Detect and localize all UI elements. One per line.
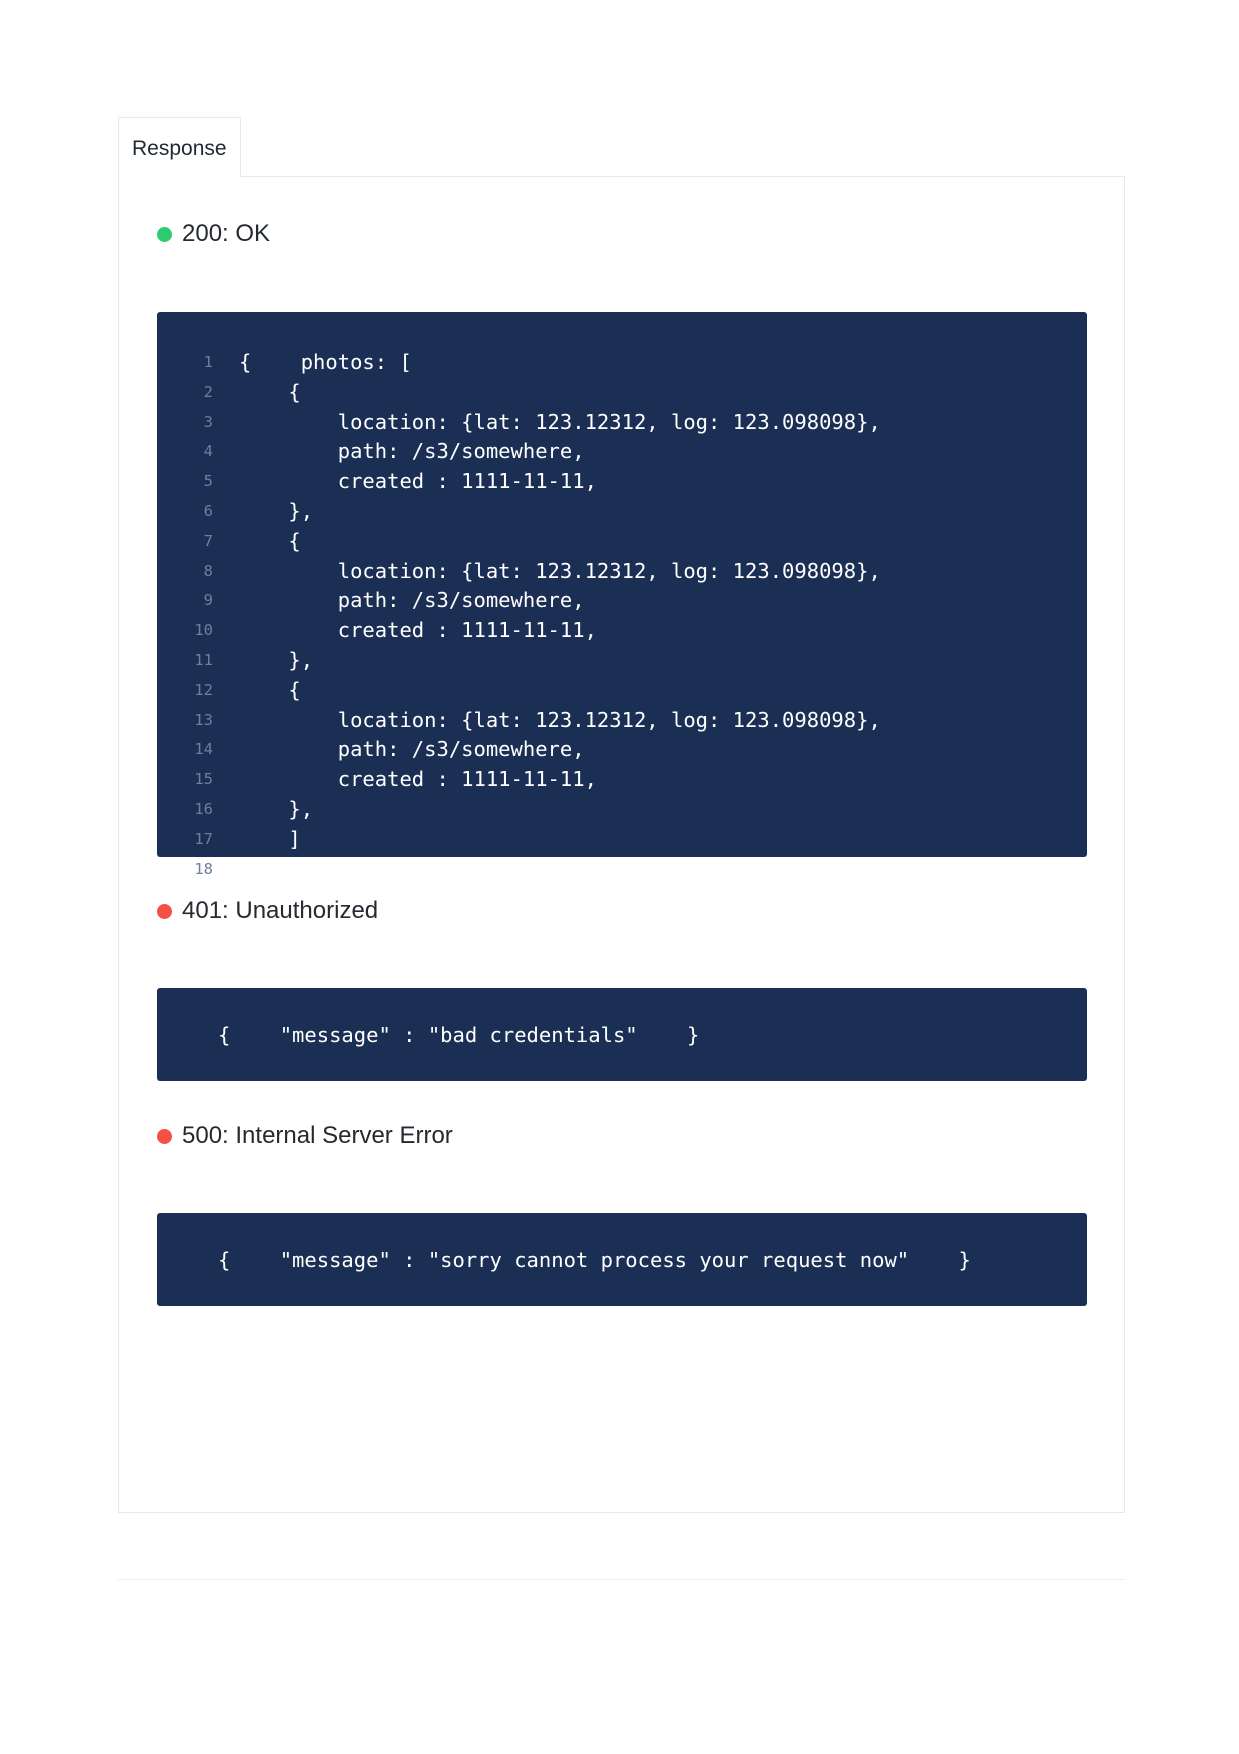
code-401-body: { "message" : "bad credentials" } [218,1022,700,1047]
line-number: 17 [194,829,213,848]
tab-response-label: Response [132,137,227,160]
code-line [157,646,1087,676]
code-text: path: /s3/somewhere, [239,439,585,464]
code-line [157,348,1087,378]
line-number: 5 [203,472,213,491]
line-number: 16 [194,799,213,818]
code-text: created : 1111-11-11, [239,469,597,494]
line-number: 6 [203,501,213,520]
code-line [157,557,1087,587]
line-number: 10 [194,621,213,640]
line-number: 7 [203,531,213,550]
line-number: 3 [203,412,213,431]
code-text: location: {lat: 123.12312, log: 123.098098}, [239,409,881,434]
status-200-dot-icon [157,227,172,242]
code-text: }, [239,647,314,672]
code-line [157,825,1087,855]
line-number: 13 [194,710,213,729]
code-line [157,855,1087,885]
code-line [157,467,1087,497]
code-line [157,586,1087,616]
code-text: ] [239,826,301,851]
line-number: 11 [194,650,213,669]
code-text: { photos: [ [239,350,412,374]
code-text: location: {lat: 123.12312, log: 123.098098}, [239,558,881,583]
response-panel [118,176,1125,1513]
status-401 [157,896,378,926]
status-401-label: 401: Unauthorized [182,897,379,924]
code-text: created : 1111-11-11, [239,767,597,792]
code-text: path: /s3/somewhere, [239,588,585,613]
code-block-200 [157,312,1087,881]
code-line [157,735,1087,765]
code-text: path: /s3/somewhere, [239,737,585,762]
code-line [157,706,1087,736]
status-500 [157,1121,453,1151]
code-line [157,795,1087,825]
section-divider [118,1579,1125,1580]
code-text: { [239,379,301,404]
line-number: 8 [203,561,213,580]
code-text: { [239,677,301,702]
line-number: 12 [194,680,213,699]
code-text: { [239,528,301,553]
status-200 [157,219,270,249]
code-text: }, [239,796,314,821]
line-number: 9 [203,591,213,610]
code-line [157,408,1087,438]
code-line [157,676,1087,706]
line-number: 18 [194,859,213,878]
code-block-401 [157,988,1087,1081]
code-line [157,765,1087,795]
line-number: 15 [194,770,213,789]
code-lines [157,348,1087,884]
code-text: location: {lat: 123.12312, log: 123.098098}, [239,707,881,732]
code-text: }, [239,498,314,523]
status-200-label: 200: OK [182,220,271,247]
code-line [157,616,1087,646]
code-block-500 [157,1213,1087,1306]
code-line [157,497,1087,527]
status-500-dot-icon [157,1129,172,1144]
tab-response[interactable] [118,117,241,177]
status-401-dot-icon [157,904,172,919]
line-number: 1 [203,353,213,371]
line-number: 2 [203,382,213,401]
code-line [157,437,1087,467]
code-line [157,527,1087,557]
line-number: 14 [194,740,213,759]
code-line [157,378,1087,408]
status-500-label: 500: Internal Server Error [182,1122,453,1149]
code-500-body: { "message" : "sorry cannot process your request now" } [218,1247,971,1272]
code-text: } [239,856,252,881]
line-number: 4 [203,442,213,461]
code-text: created : 1111-11-11, [239,618,597,643]
